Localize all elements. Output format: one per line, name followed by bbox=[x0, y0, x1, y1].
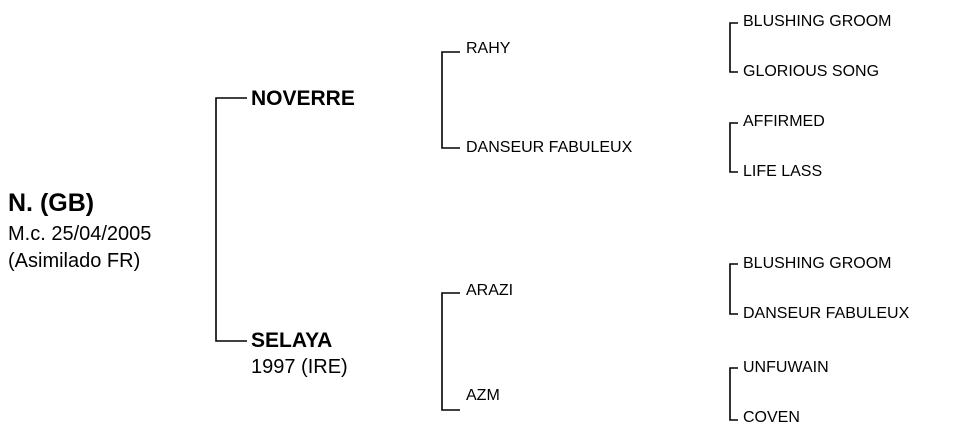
rahy-bracket bbox=[730, 23, 738, 72]
root-horse-name: N. (GB) bbox=[8, 189, 95, 217]
dam-name: SELAYA bbox=[251, 329, 333, 352]
dam-sire-name: ARAZI bbox=[466, 282, 514, 299]
dam-dam-sire-name: UNFUWAIN bbox=[743, 359, 829, 376]
sire-sire-dam-name: GLORIOUS SONG bbox=[743, 63, 880, 80]
arazi-bracket bbox=[730, 264, 738, 314]
root-horse-note: (Asimilado FR) bbox=[8, 250, 141, 272]
sire-name: NOVERRE bbox=[251, 87, 355, 110]
dam-dam-dam-name: COVEN bbox=[743, 409, 800, 426]
sire-dam-sire-name: AFFIRMED bbox=[743, 113, 825, 130]
dam-bracket bbox=[442, 293, 460, 410]
root-horse-birth: M.c. 25/04/2005 bbox=[8, 223, 152, 245]
dam-sire-dam-name: DANSEUR FABULEUX bbox=[743, 305, 910, 322]
azm-bracket bbox=[730, 368, 738, 420]
sire-sire-sire-name: BLUSHING GROOM bbox=[743, 13, 892, 30]
dam-sire-sire-name: BLUSHING GROOM bbox=[743, 255, 892, 272]
dam-detail: 1997 (IRE) bbox=[251, 356, 348, 378]
sire-dam-dam-name: LIFE LASS bbox=[743, 163, 823, 180]
root-bracket bbox=[216, 98, 247, 341]
sire-sire-name: RAHY bbox=[466, 40, 511, 57]
dam-dam-name: AZM bbox=[466, 387, 500, 404]
sire-dam-name: DANSEUR FABULEUX bbox=[466, 139, 633, 156]
sire-bracket bbox=[442, 52, 460, 148]
danseur-bracket bbox=[730, 123, 738, 172]
